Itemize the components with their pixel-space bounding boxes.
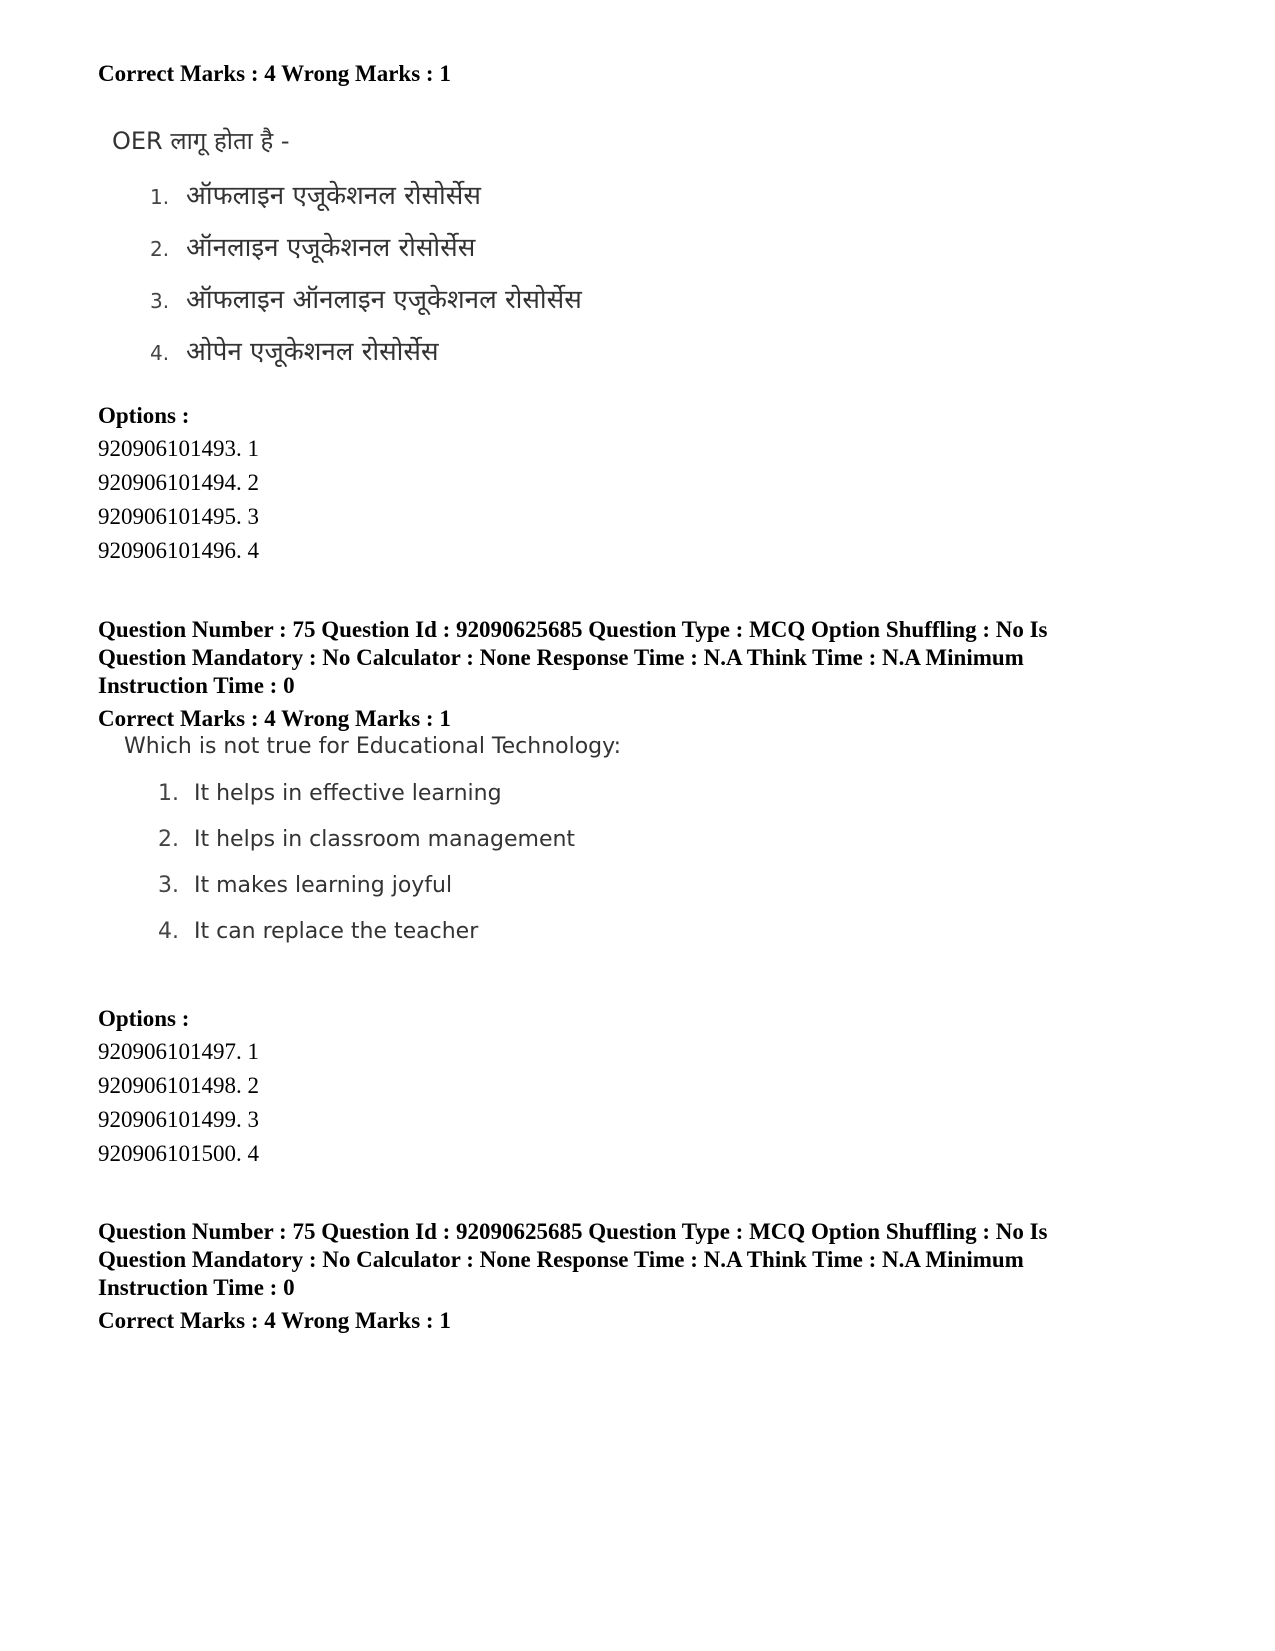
question-choice: 2. ऑनलाइन एजूकेशनल रोसोर्सेस [150,233,476,263]
question-header [98,1218,1198,1302]
options-list [98,432,259,568]
option-item: 920906101494. 2 [98,470,259,495]
question-choice: 3. ऑफलाइन ऑनलाइन एजूकेशनल रोसोर्सेस [150,285,582,315]
question-header [98,616,1198,700]
question-choice: 3. It makes learning joyful [158,873,453,898]
option-item: 920906101496. 4 [98,538,259,563]
question-choices [158,776,575,960]
question-choice: 4. It can replace the teacher [158,919,479,944]
marks-line: Correct Marks : 4 Wrong Marks : 1 [98,1308,451,1333]
question-header-line: Question Mandatory : No Calculator : None Response Time : N.A Think Time : N.A Minimum [98,1247,1024,1272]
options-label: Options : [98,1006,190,1031]
question-stem: Which is not true for Educational Technology: [124,734,621,759]
question-header-line: Question Mandatory : No Calculator : None Response Time : N.A Think Time : N.A Minimum [98,645,1024,670]
question-choices [150,176,582,384]
question-choice: 1. It helps in effective learning [158,781,502,806]
marks-line: Correct Marks : 4 Wrong Marks : 1 [98,61,451,86]
question-image [110,122,630,382]
option-item: 920906101493. 1 [98,436,259,461]
question-stem: OER लागू होता है - [112,127,290,155]
option-item: 920906101500. 4 [98,1141,259,1166]
question-choice: 4. ओपेन एजूकेशनल रोसोर्सेस [150,337,439,367]
question-header-line: Question Number : 75 Question Id : 92090625685 Question Type : MCQ Option Shuffling : No Is [98,617,1048,642]
option-item: 920906101497. 1 [98,1039,259,1064]
option-item: 920906101495. 3 [98,504,259,529]
question-header-line: Question Number : 75 Question Id : 92090625685 Question Type : MCQ Option Shuffling : No Is [98,1219,1048,1244]
options-label: Options : [98,403,190,428]
question-choice: 2. It helps in classroom management [158,827,576,852]
question-header-line: Instruction Time : 0 [98,1275,295,1300]
question-choice: 1. ऑफलाइन एजूकेशनल रोसोर्सेस [150,181,481,211]
options-list [98,1035,259,1171]
option-item: 920906101498. 2 [98,1073,259,1098]
marks-line: Correct Marks : 4 Wrong Marks : 1 [98,706,451,731]
question-header-line: Instruction Time : 0 [98,673,295,698]
question-image [118,728,638,978]
option-item: 920906101499. 3 [98,1107,259,1132]
